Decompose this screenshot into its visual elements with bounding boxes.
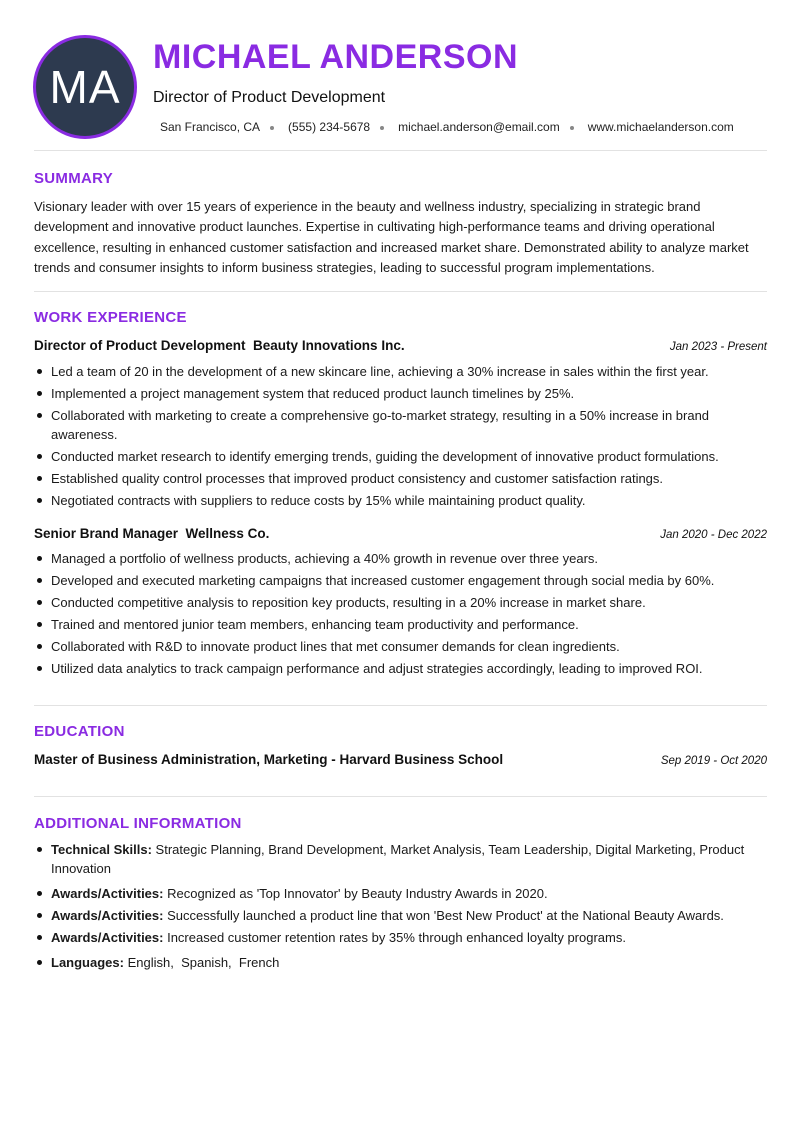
list-item: Implemented a project management system that reduced product launch timelines by 25%.	[34, 384, 769, 403]
candidate-title: Director of Product Development	[153, 89, 386, 106]
summary-heading: SUMMARY	[34, 170, 114, 187]
list-item: Conducted market research to identify emerging trends, guiding the development of innovative product formulations.	[34, 447, 769, 466]
item-text: Recognized as 'Top Innovator' by Beauty Industry Awards in 2020.	[167, 886, 548, 901]
bullet-separator-icon	[270, 126, 274, 130]
avatar	[33, 35, 137, 139]
summary-text: Visionary leader with over 15 years of experience in the beauty and wellness industry, specializing in strategic brand development and innovative product launches. Expertise in cultivating high-performance teams and driving operational excellence, resulting in enhanced customer satisfaction and increased market share. Demonstrated ability to analyze market trends and consumer insights to inform business strategies, leading to successful program implementations.	[34, 199, 749, 275]
list-item: Developed and executed marketing campaigns that increased customer engagement through social media by 60%.	[34, 571, 769, 590]
item-label: Awards/Activities:	[51, 886, 164, 901]
list-item	[34, 840, 769, 878]
job-dates: Jan 2020 - Dec 2022	[660, 529, 767, 541]
list-item	[34, 928, 769, 947]
contact-email[interactable]: michael.anderson@email.com	[398, 120, 560, 134]
bullet-separator-icon	[380, 126, 384, 130]
list-item: Negotiated contracts with suppliers to reduce costs by 15% while maintaining product quality.	[34, 491, 769, 510]
bullet-separator-icon	[570, 126, 574, 130]
list-item: Collaborated with marketing to create a comprehensive go-to-market strategy, resulting in a 50% increase in brand awareness.	[34, 406, 769, 444]
job-heading	[34, 526, 767, 541]
list-item	[34, 884, 769, 903]
item-label: Awards/Activities:	[51, 908, 164, 923]
job-bullets	[34, 549, 769, 678]
experience-heading: WORK EXPERIENCE	[34, 309, 187, 326]
job-company: Beauty Innovations Inc.	[253, 338, 405, 353]
job-dates: Jan 2023 - Present	[669, 341, 767, 353]
additional-list	[34, 840, 769, 972]
job-role: Director of Product Development	[34, 338, 246, 353]
contact-phone: (555) 234-5678	[288, 120, 371, 134]
item-text: Successfully launched a product line that won 'Best New Product' at the National Beauty Awards.	[167, 908, 724, 923]
list-item: Utilized data analytics to track campaign performance and adjust strategies accordingly, leading to improved ROI.	[34, 659, 769, 678]
list-item	[34, 953, 769, 972]
section-divider	[34, 705, 767, 706]
contact-website[interactable]: www.michaelanderson.com	[587, 120, 734, 134]
job-bullets	[34, 362, 769, 510]
job-role: Senior Brand Manager	[34, 526, 179, 541]
resume-header	[0, 0, 800, 150]
additional-heading: ADDITIONAL INFORMATION	[34, 815, 242, 832]
item-text: Strategic Planning, Brand Development, Market Analysis, Team Leadership, Digital Marketing, Product Innovation	[51, 842, 745, 876]
education-dates: Sep 2019 - Oct 2020	[660, 755, 767, 767]
list-item: Established quality control processes that improved product consistency and customer satisfaction ratings.	[34, 469, 769, 488]
section-divider	[34, 150, 767, 151]
contact-row	[160, 120, 734, 134]
list-item: Managed a portfolio of wellness products, achieving a 40% growth in revenue over three years.	[34, 549, 769, 568]
list-item: Conducted competitive analysis to reposition key products, resulting in a 20% increase in market share.	[34, 593, 769, 612]
contact-location: San Francisco, CA	[160, 120, 261, 134]
item-label: Awards/Activities:	[51, 930, 164, 945]
education-degree: Master of Business Administration, Marketing - Harvard Business School	[34, 752, 504, 767]
section-divider	[34, 796, 767, 797]
item-label: Languages:	[51, 955, 124, 970]
item-text: English, Spanish, French	[127, 955, 280, 970]
list-item: Trained and mentored junior team members, enhancing team productivity and performance.	[34, 615, 769, 634]
education-heading: EDUCATION	[34, 723, 125, 740]
candidate-name: MICHAEL ANDERSON	[153, 38, 519, 76]
job-company: Wellness Co.	[185, 526, 270, 541]
list-item: Collaborated with R&D to innovate product lines that met consumer demands for clean ingredients.	[34, 637, 769, 656]
avatar-initials: MA	[49, 61, 121, 113]
job-heading	[34, 338, 767, 353]
list-item	[34, 906, 769, 925]
item-text: Increased customer retention rates by 35% through enhanced loyalty programs.	[167, 930, 626, 945]
item-label: Technical Skills:	[51, 842, 152, 857]
section-divider	[34, 291, 767, 292]
list-item: Led a team of 20 in the development of a new skincare line, achieving a 30% increase in sales within the first year.	[34, 362, 769, 381]
